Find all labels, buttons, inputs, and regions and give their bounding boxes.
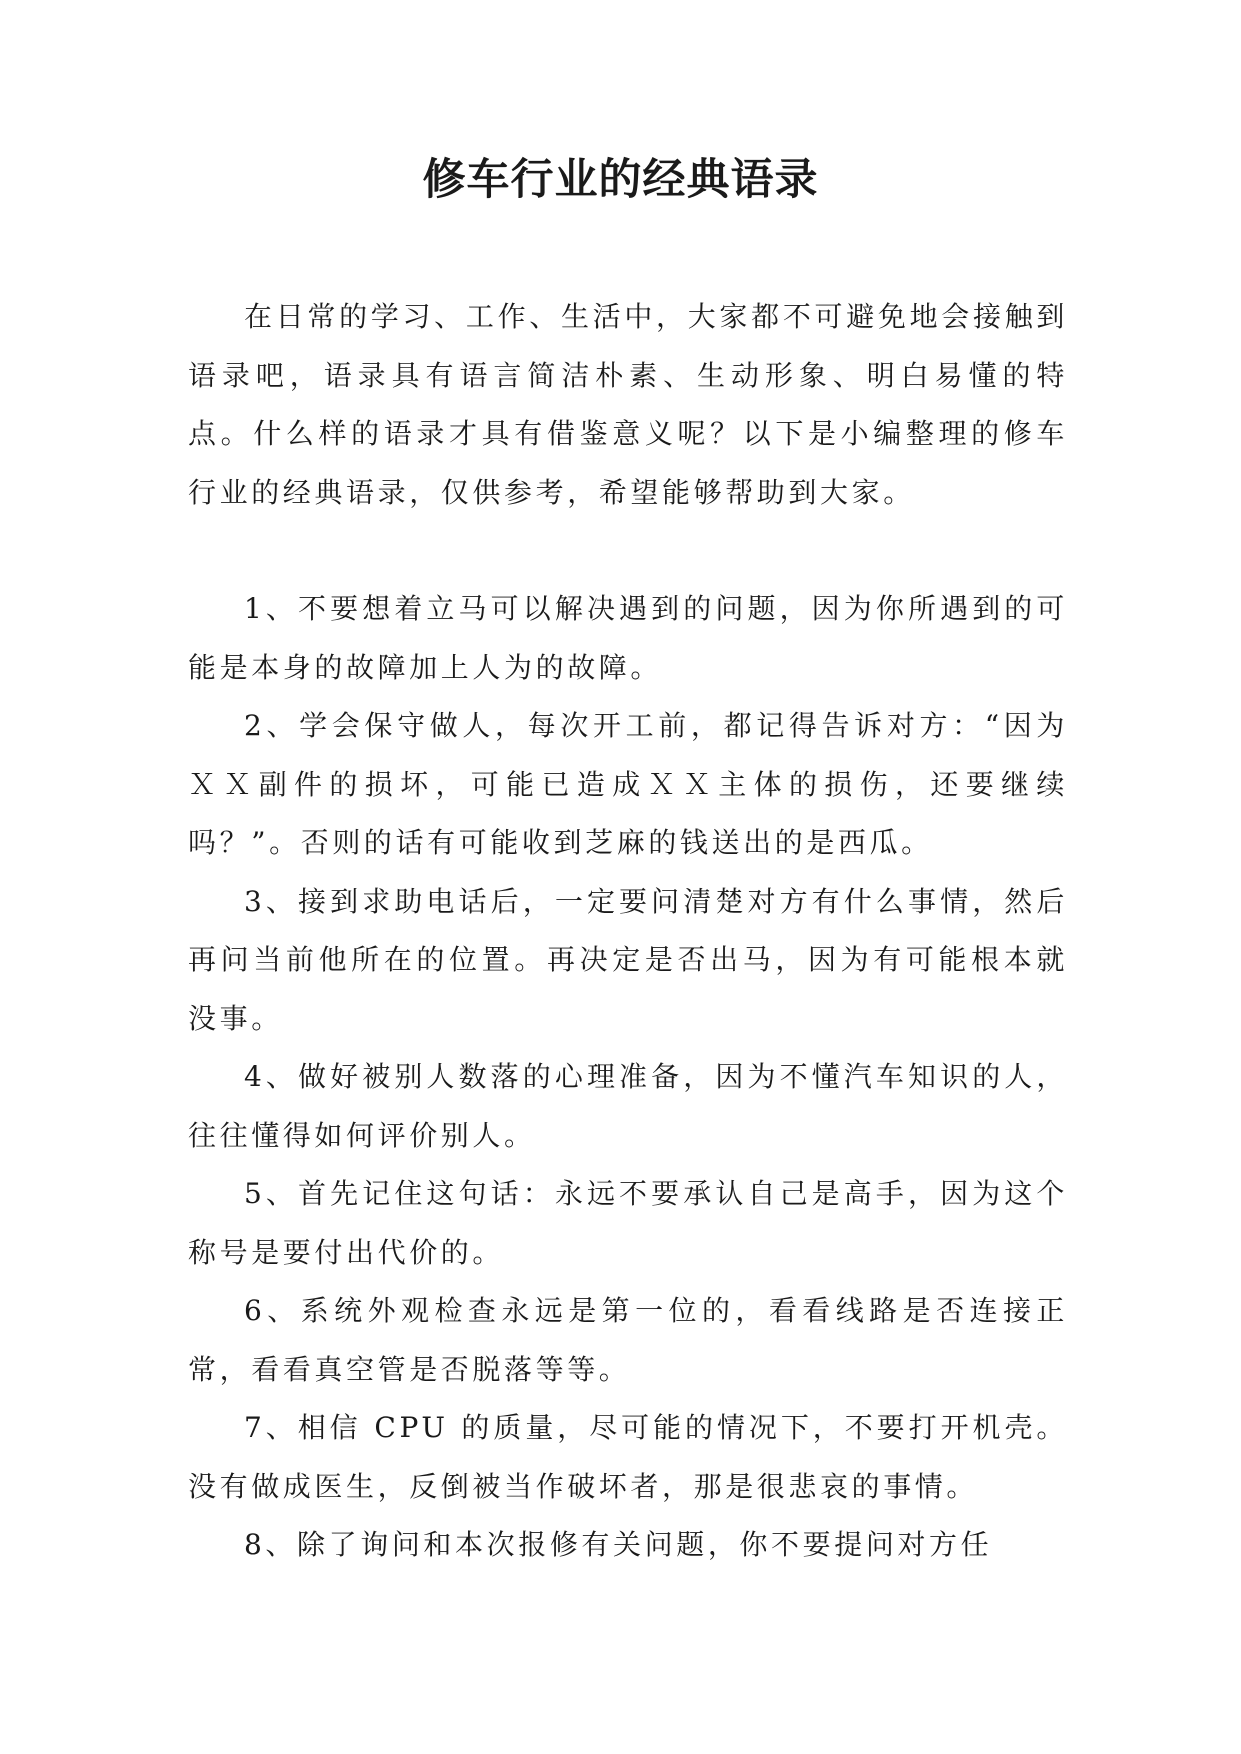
quote-item-3: 3、接到求助电话后，一定要问清楚对方有什么事情，然后再问当前他所在的位置。再决定是否出马，因为有可能根本就没事。 (188, 884, 1068, 1035)
quote-item-8: 8、除了询问和本次报修有关问题，你不要提问对方任 (244, 1528, 993, 1561)
paragraph-spacer (188, 522, 1068, 580)
quote-item-4: 4、做好被别人数落的心理准备，因为不懂汽车知识的人，往往懂得如何评价别人。 (188, 1060, 1068, 1152)
quote-item-7: 7、相信 CPU 的质量，尽可能的情况下，不要打开机壳。没有做成医生，反倒被当作破坏者，那是很悲哀的事情。 (188, 1411, 1068, 1503)
quote-item-6: 6、系统外观检查永远是第一位的，看看线路是否连接正常，看看真空管是否脱落等等。 (188, 1294, 1068, 1386)
document-title: 修车行业的经典语录 (422, 155, 819, 205)
quote-item-1: 1、不要想着立马可以解决遇到的问题，因为你所遇到的可能是本身的故障加上人为的故障。 (188, 592, 1068, 684)
quote-item-5: 5、首先记住这句话：永远不要承认自己是高手，因为这个称号是要付出代价的。 (188, 1177, 1068, 1269)
intro-paragraph: 在日常的学习、工作、生活中，大家都不可避免地会接触到语录吧，语录具有语言简洁朴素、生动形象、明白易懂的特点。什么样的语录才具有借鉴意义呢？以下是小编整理的修车行业的经典语录，仅供参考，希望能够帮助到大家。 (188, 300, 1068, 509)
document-body (188, 288, 1068, 1575)
quote-item-2: 2、学会保守做人，每次开工前，都记得告诉对方：“因为ＸＸ副件的损坏，可能已造成ＸＸ主体的损伤，还要继续吗？”。否则的话有可能收到芝麻的钱送出的是西瓜。 (188, 709, 1068, 859)
